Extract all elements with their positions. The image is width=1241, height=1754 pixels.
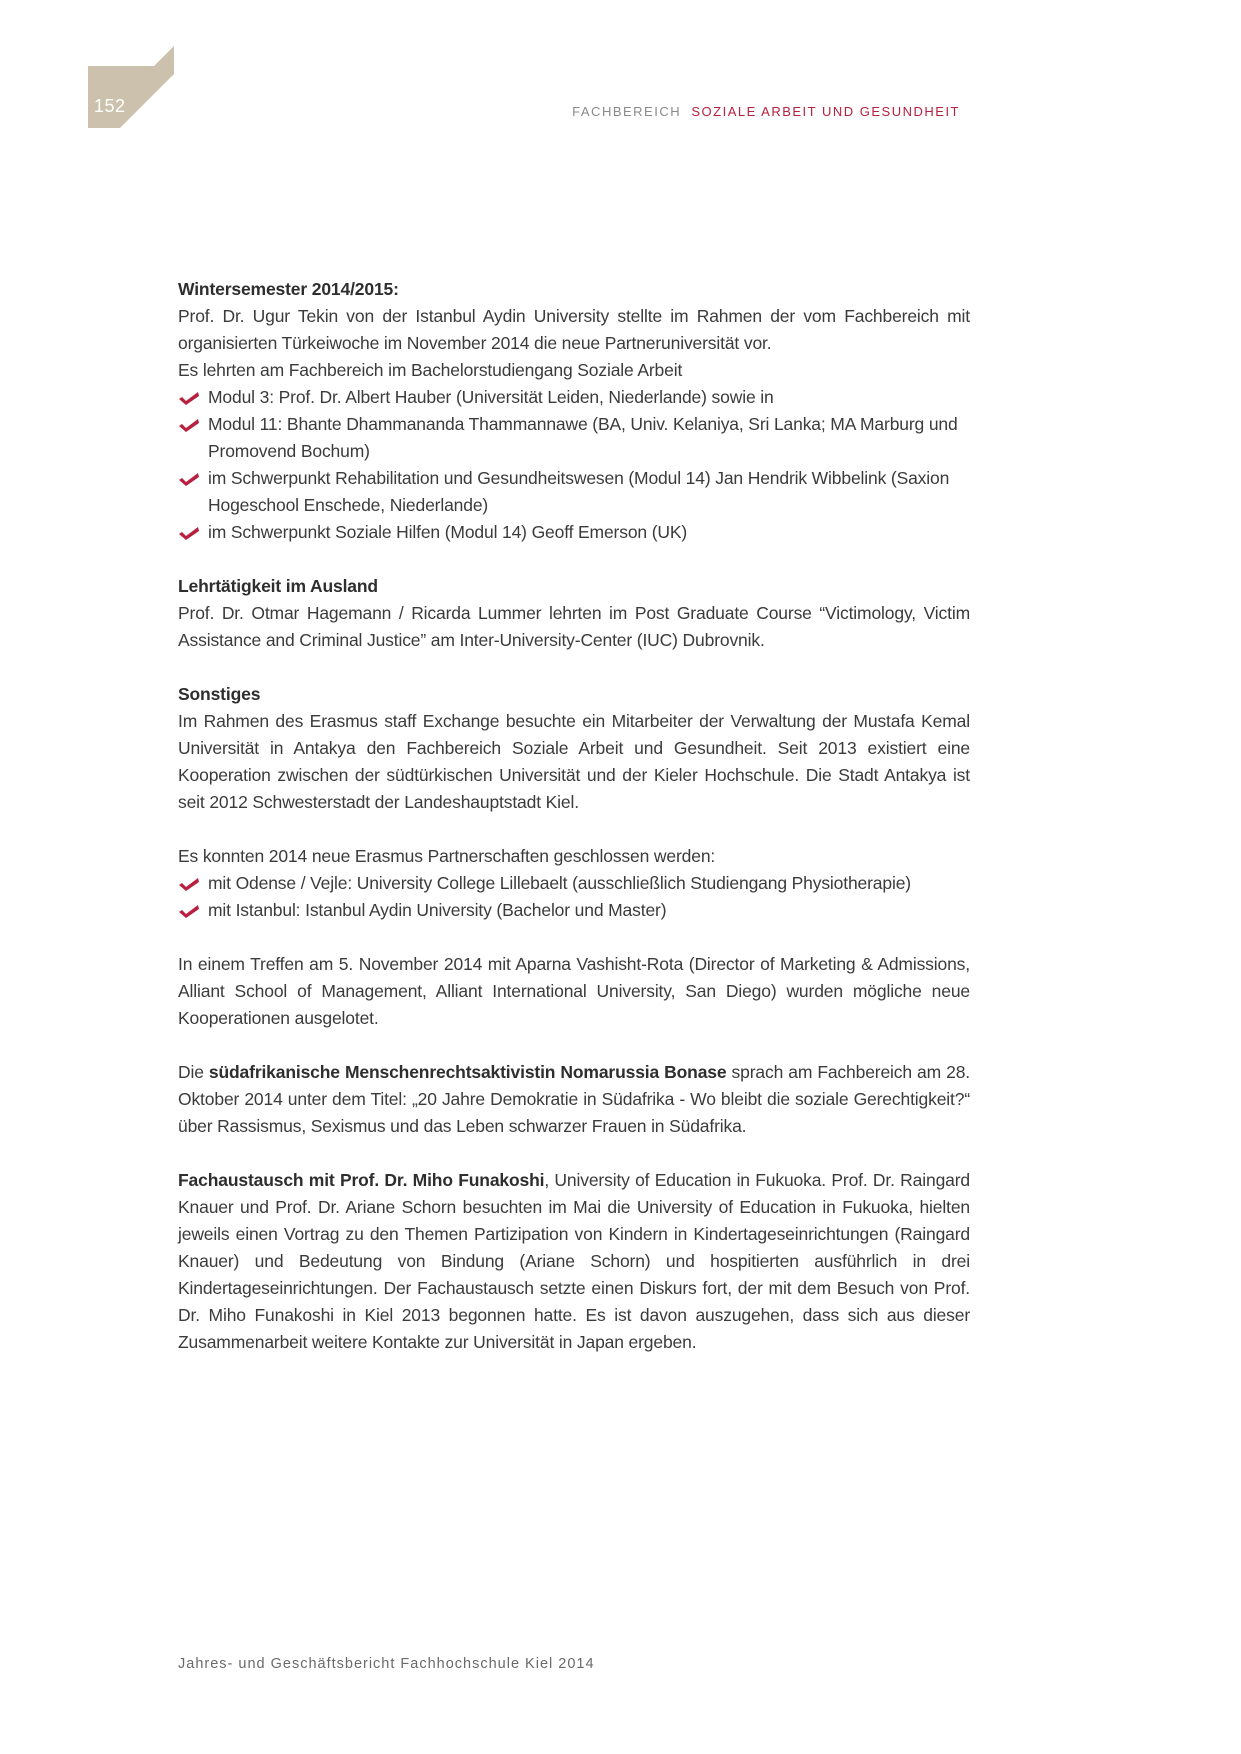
bonase-text [178, 1059, 970, 1140]
wintersemester-heading: Wintersemester 2014/2015: [178, 279, 399, 299]
section-treffen [178, 951, 970, 1032]
list-item-text: mit Odense / Vejle: University College Lillebaelt (ausschließlich Studiengang Physiotherapie) [208, 873, 911, 893]
checkmark-icon [178, 390, 200, 406]
section-header [500, 104, 960, 119]
section-erasmus [178, 843, 970, 924]
list-item [178, 384, 970, 411]
ausland-heading: Lehrtätigkeit im Ausland [178, 576, 378, 596]
list-item [178, 411, 970, 465]
list-item [178, 897, 970, 924]
list-item-text: im Schwerpunkt Soziale Hilfen (Modul 14) Geoff Emerson (UK) [208, 522, 688, 542]
funakoshi-bold: Fachaustausch mit Prof. Dr. Miho Funakoshi [178, 1170, 545, 1190]
wintersemester-lead: Es lehrten am Fachbereich im Bachelorstudiengang Soziale Arbeit [178, 360, 683, 380]
bonase-bold: südafrikanische Menschenrechtsaktivistin Nomarussia Bonase [208, 1062, 727, 1082]
wintersemester-intro: Prof. Dr. Ugur Tekin von der Istanbul Aydin University stellte im Rahmen der vom Fachbereich mit organisierten Türkeiwoche im November 2014 die neue Partneruniversität vor. [178, 306, 970, 353]
list-item-text: im Schwerpunkt Rehabilitation und Gesundheitswesen (Modul 14) Jan Hendrik Wibbelink (Saxion Hogeschool Enschede, Niederlande) [208, 468, 950, 515]
list-item [178, 870, 970, 897]
list-item-text: Modul 11: Bhante Dhammananda Thammannawe (BA, Univ. Kelaniya, Sri Lanka; MA Marburg und Promovend Bochum) [208, 414, 958, 461]
list-item-text: mit Istanbul: Istanbul Aydin University (Bachelor und Master) [208, 900, 667, 920]
page-number: 152 [94, 96, 126, 116]
section-prefix: FACHBEREICH [572, 104, 682, 119]
section-sonstiges [178, 681, 970, 816]
sonstiges-heading: Sonstiges [178, 684, 261, 704]
ausland-text: Prof. Dr. Otmar Hagemann / Ricarda Lummer lehrten im Post Graduate Course “Victimology, Victim Assistance and Criminal Justice” am Inter-University-Center (IUC) Dubrovnik. [178, 603, 970, 650]
list-item [178, 465, 970, 519]
list-item [178, 519, 970, 546]
checkmark-icon [178, 417, 200, 433]
checkmark-icon [178, 903, 200, 919]
funakoshi-text [178, 1167, 970, 1356]
document-body [178, 276, 970, 1383]
sonstiges-text: Im Rahmen des Erasmus staff Exchange besuchte ein Mitarbeiter der Verwaltung der Mustafa Kemal Universität in Antakya den Fachbereich Soziale Arbeit und Gesundheit. Seit 2013 existiert eine Kooperation zwischen der südtürkischen Universität und der Kieler Hochschule. Die Stadt Antakya ist seit 2012 Schwesterstadt der Landeshauptstadt Kiel. [178, 711, 970, 812]
funakoshi-after: , University of Education in Fukuoka. Prof. Dr. Raingard Knauer und Prof. Dr. Ariane Schorn besuchten im Mai die University of Education in Fukuoka, hielten jeweils einen Vortrag zu den Themen Partizipation von Kindern in Kindertageseinrichtungen (Raingard Knauer) und Bedeutung von Bindung (Ariane Schorn) und hospitierten ausführlich in drei Kindertageseinrichtungen. Der Fachaustausch setzte einen Diskurs fort, der mit dem Besuch von Prof. Dr. Miho Funakoshi in Kiel 2013 begonnen hatte. Es ist davon auszugehen, dass sich aus dieser Zusammenarbeit weitere Kontakte zur Universität in Japan ergeben. [178, 1170, 970, 1352]
teaching-list [178, 384, 970, 546]
checkmark-icon [178, 876, 200, 892]
page-footer: Jahres- und Geschäftsbericht Fachhochschule Kiel 2014 [178, 1656, 595, 1672]
section-name: SOZIALE ARBEIT UND GESUNDHEIT [691, 104, 960, 119]
checkmark-icon [178, 471, 200, 487]
section-ausland [178, 573, 970, 654]
section-wintersemester [178, 276, 970, 546]
bonase-after: sprach am Fachbereich am 28. Oktober 2014 unter dem Titel: „20 Jahre Demokratie in Südafrika - Wo bleibt die soziale Gerechtigkeit?“ über Rassismus, Sexismus und das Leben schwarzer Frauen in Südafrika. [178, 1062, 970, 1136]
treffen-text: In einem Treffen am 5. November 2014 mit Aparna Vashisht-Rota (Director of Marketing & Admissions, Alliant School of Management, Alliant International University, San Diego) wurden mögliche neue Kooperationen ausgelotet. [178, 954, 970, 1028]
section-funakoshi [178, 1167, 970, 1356]
checkmark-icon [178, 525, 200, 541]
list-item-text: Modul 3: Prof. Dr. Albert Hauber (Universität Leiden, Niederlande) sowie in [208, 387, 774, 407]
section-bonase [178, 1059, 970, 1140]
erasmus-lead: Es konnten 2014 neue Erasmus Partnerschaften geschlossen werden: [178, 846, 716, 866]
erasmus-list [178, 870, 970, 924]
bonase-before: Die [178, 1062, 209, 1082]
